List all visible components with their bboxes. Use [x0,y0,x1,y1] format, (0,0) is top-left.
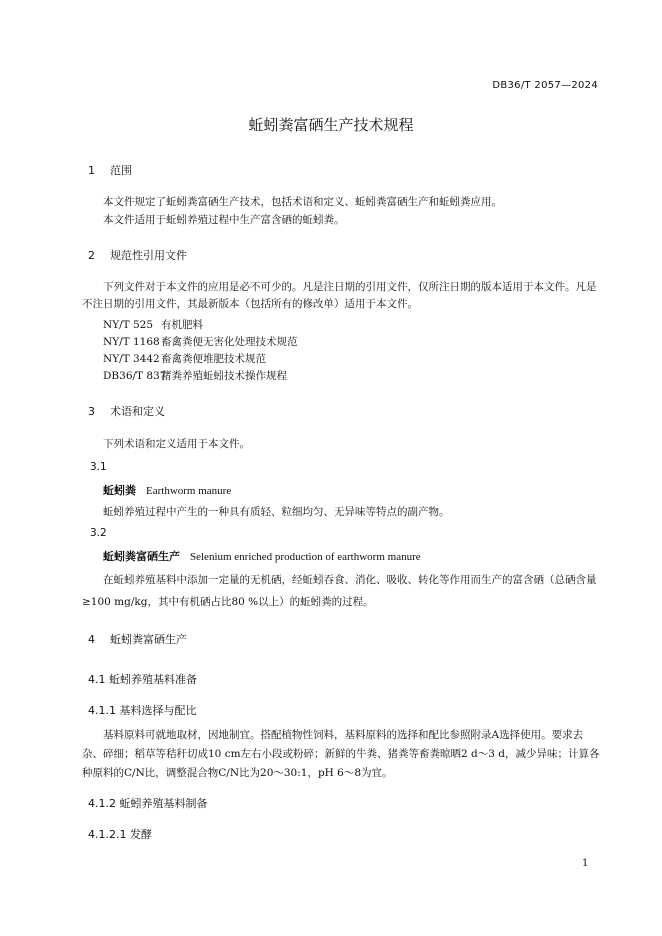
reference-item [103,368,287,383]
term-1-name: 蚯蚓粪 [103,484,136,497]
section-number: 1 [88,164,95,177]
section-1-heading [88,162,132,178]
reference-name: 畜禽粪便无害化处理技术规范 [161,336,298,348]
term-2-heading [103,548,421,564]
section-2-heading [88,247,187,263]
reference-code: NY/T 525 [103,319,154,331]
document-title: 蚯蚓粪富硒生产技术规程 [248,116,414,134]
term-1-english: Earthworm manure [146,485,232,497]
subsection-4-1-2-1-heading: 4.1.2.1 发酵 [88,828,152,841]
reference-name: 畜禽粪便堆肥技术规范 [161,353,266,365]
section-number: 3 [88,405,95,418]
section-2-paragraph: 下列文件对于本文件的应用是必不可少的。凡是注日期的引用文件，仅所注日期的版本适用于本文件。凡是不注日期的引用文件，其最新版本（包括所有的修改单）适用于本文件。 [82,281,597,310]
reference-code: NY/T 1168 [103,336,160,348]
section-1-paragraph-1: 本文件规定了蚯蚓粪富硒生产技术，包括术语和定义、蚯蚓粪富硒生产和蚯蚓粪应用。 [103,196,502,208]
document-id: DB36/T 2057—2024 [492,80,598,91]
section-title: 范围 [110,164,132,177]
reference-code: DB36/T 837 [103,370,167,382]
term-2-number: 3.2 [90,527,107,539]
section-title: 规范性引用文件 [110,249,187,262]
subsection-4-1-1-paragraph: 基料原料可就地取材，因地制宜。搭配植物性饲料，基料原料的选择和配比参照附录A选择使用。要求去杂、碎细；稻草等秸秆切成10 cm左右小段或粉碎；新鲜的牛粪、猪粪等畜粪晾晒2 d～3 d，减少异味；计算各种原料的C/N比，调整混合物C/N比为20～30:1，pH 6～8为宜。 [82,729,600,779]
page-number: 1 [582,858,589,869]
term-1-definition: 蚯蚓养殖过程中产生的一种具有质轻、粒细均匀、无异味等特点的副产物。 [103,506,450,518]
subsection-4-1-heading: 4.1 蚯蚓养殖基料准备 [88,673,197,686]
reference-item [103,351,266,366]
term-2-definition: 在蚯蚓养殖基料中添加一定量的无机硒，经蚯蚓吞食、消化、吸收、转化等作用而生产的富含硒（总硒含量 ≥100 mg/kg，其中有机硒占比80 %以上）的蚯蚓粪的过程。 [82,574,597,608]
section-4-heading [88,631,187,647]
section-title: 蚯蚓粪富硒生产 [110,633,187,646]
term-1-heading [103,482,231,498]
reference-item [103,317,203,332]
term-1-number: 3.1 [90,461,107,473]
section-title: 术语和定义 [110,405,165,418]
section-number: 4 [88,633,95,646]
section-3-heading [88,403,165,419]
subsection-4-1-2-heading: 4.1.2 蚯蚓养殖基料制备 [88,797,208,810]
section-1-paragraph-2: 本文件适用于蚯蚓养殖过程中生产富含硒的蚯蚓粪。 [103,214,345,226]
term-2-english: Selenium enriched production of earthworm manure [190,551,421,563]
term-2-name: 蚯蚓粪富硒生产 [103,550,180,563]
reference-item [103,334,298,349]
reference-code: NY/T 3442 [103,353,160,365]
subsection-4-1-1-heading: 4.1.1 基料选择与配比 [88,704,197,717]
section-3-intro: 下列术语和定义适用于本文件。 [103,438,250,450]
section-number: 2 [88,249,95,262]
reference-name: 猪粪养殖蚯蚓技术操作规程 [161,370,287,382]
reference-name: 有机肥料 [161,319,203,331]
